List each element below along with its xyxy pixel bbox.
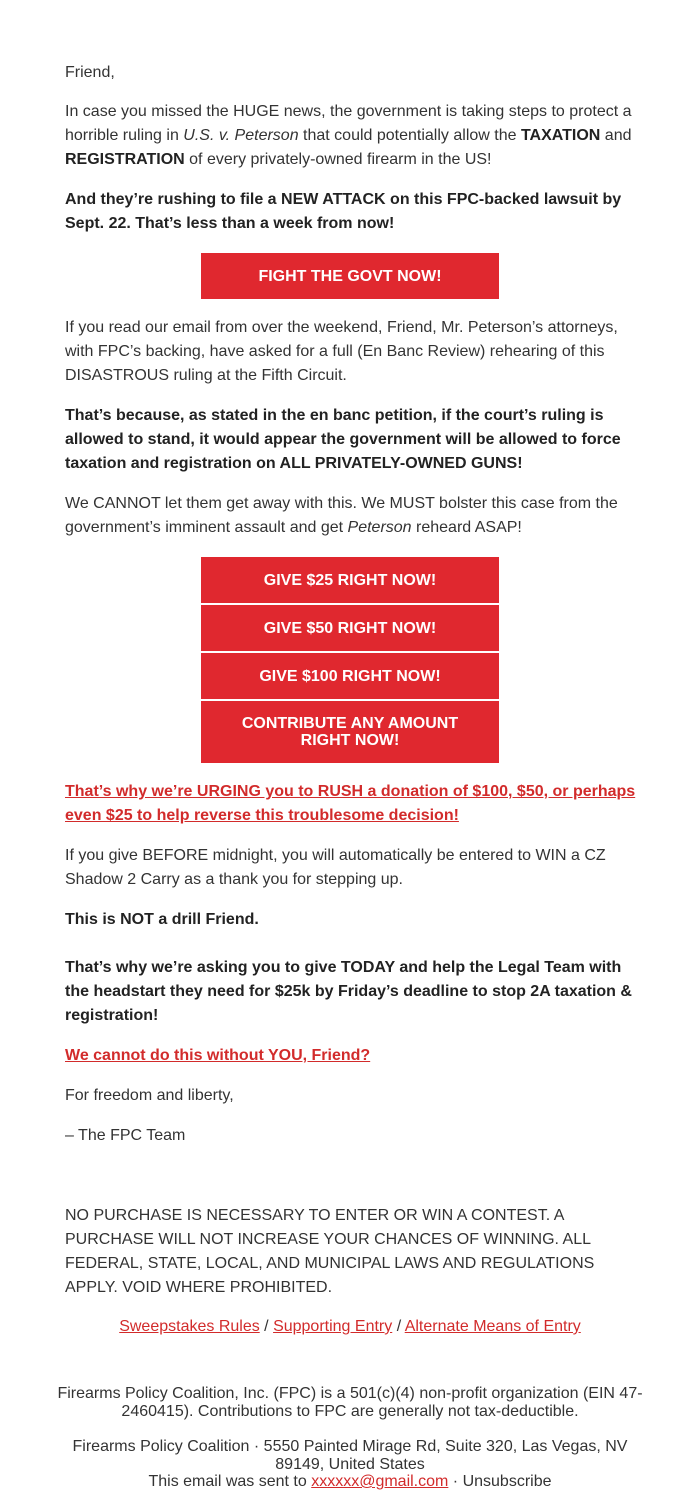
- footer-sent-to: [55, 1473, 645, 1491]
- give-50-button[interactable]: GIVE $50 RIGHT NOW!: [201, 605, 499, 651]
- unsubscribe-link[interactable]: Unsubscribe: [462, 1473, 552, 1490]
- give-today-paragraph: That’s why we’re asking you to give TODAY and help the Legal Team with the headstart they need for $25k by Friday’s deadline to stop 2A taxation & registration!: [65, 959, 632, 1024]
- cannot-do-link[interactable]: We cannot do this without YOU, Friend?: [65, 1047, 371, 1064]
- taxation-emphasis: TAXATION: [520, 127, 601, 144]
- supporting-entry-link[interactable]: Supporting Entry: [273, 1318, 393, 1335]
- en-banc-paragraph: That’s because, as stated in the en banc petition, if the court’s ruling is allowed to stand, it would appear the government will be allowed to force taxation and registration on ALL PRIVATELY-OWNED GUNS!: [65, 407, 621, 472]
- rules-separator-2: /: [392, 1318, 405, 1335]
- sweepstakes-rules-link[interactable]: Sweepstakes Rules: [119, 1318, 260, 1335]
- attack-warning: And they’re rushing to file a NEW ATTACK on this FPC-backed lawsuit by Sept. 22. That’s less than a week from now!: [65, 191, 622, 232]
- footer-address: Firearms Policy Coalition · 5550 Painted Mirage Rd, Suite 320, Las Vegas, NV 89149, United States: [72, 1438, 628, 1473]
- registration-emphasis: REGISTRATION: [65, 151, 185, 168]
- sent-to-text: This email was sent to: [148, 1473, 312, 1490]
- intro-text-b: that could potentially allow the: [298, 127, 521, 144]
- alternate-entry-link[interactable]: Alternate Means of Entry: [404, 1318, 581, 1335]
- intro-text-a: In case you missed the HUGE news, the government is taking steps to protect a horrible ruling in: [65, 103, 632, 144]
- contribute-line-1: CONTRIBUTE ANY AMOUNT: [241, 715, 459, 732]
- give-25-button[interactable]: GIVE $25 RIGHT NOW!: [201, 557, 499, 603]
- cannot-do-paragraph: [65, 1044, 645, 1068]
- contribute-line-2: RIGHT NOW!: [300, 732, 400, 749]
- rules-links: [55, 1318, 645, 1336]
- greeting: Friend,: [65, 64, 115, 81]
- case-name: U.S. v. Peterson: [183, 127, 299, 144]
- recipient-email-link[interactable]: xxxxxx@gmail.com: [311, 1473, 449, 1490]
- not-a-drill: This is NOT a drill Friend.: [65, 911, 259, 928]
- intro-paragraph: [65, 100, 645, 172]
- urge-donation-paragraph: [65, 780, 645, 828]
- peterson-name: Peterson: [347, 519, 412, 536]
- cannot-let-text-a: We CANNOT let them get away with this. We MUST bolster this case from the government’s imminent assault and get: [65, 495, 618, 536]
- midnight-entry-paragraph: If you give BEFORE midnight, you will automatically be entered to WIN a CZ Shadow 2 Carry as a thank you for stepping up.: [65, 847, 606, 888]
- signoff: For freedom and liberty,: [65, 1087, 234, 1104]
- give-100-button[interactable]: GIVE $100 RIGHT NOW!: [201, 653, 499, 699]
- rehearing-paragraph: If you read our email from over the weekend, Friend, Mr. Peterson’s attorneys, with FPC’s backing, have asked for a full (En Banc Review) rehearing of this DISASTROUS ruling at the Fifth Circuit.: [65, 319, 618, 384]
- intro-text-c: and: [600, 127, 632, 144]
- cannot-let-text-b: reheard ASAP!: [411, 519, 522, 536]
- cannot-let-paragraph: [65, 492, 645, 540]
- intro-text-d: of every privately-owned firearm in the US!: [184, 151, 492, 168]
- urge-donation-link[interactable]: That’s why we’re URGING you to RUSH a donation of $100, $50, or perhaps even $25 to help reverse this troublesome decision!: [65, 783, 636, 824]
- fight-govt-button[interactable]: FIGHT THE GOVT NOW!: [201, 253, 499, 299]
- footer-org-info: Firearms Policy Coalition, Inc. (FPC) is a 501(c)(4) non-profit organization (EIN 47-2460415). Contributions to FPC are generally not tax-deductible.: [57, 1385, 643, 1420]
- rules-separator-1: /: [259, 1318, 274, 1335]
- signature: – The FPC Team: [65, 1127, 186, 1144]
- contribute-any-amount-button[interactable]: [201, 701, 499, 763]
- legal-disclaimer: NO PURCHASE IS NECESSARY TO ENTER OR WIN A CONTEST. A PURCHASE WILL NOT INCREASE YOUR CHANCES OF WINNING. ALL FEDERAL, STATE, LOCAL, AND MUNICIPAL LAWS AND REGULATIONS APPLY. VOID WHERE PROHIBITED.: [65, 1207, 595, 1296]
- footer-dot: ·: [448, 1473, 463, 1490]
